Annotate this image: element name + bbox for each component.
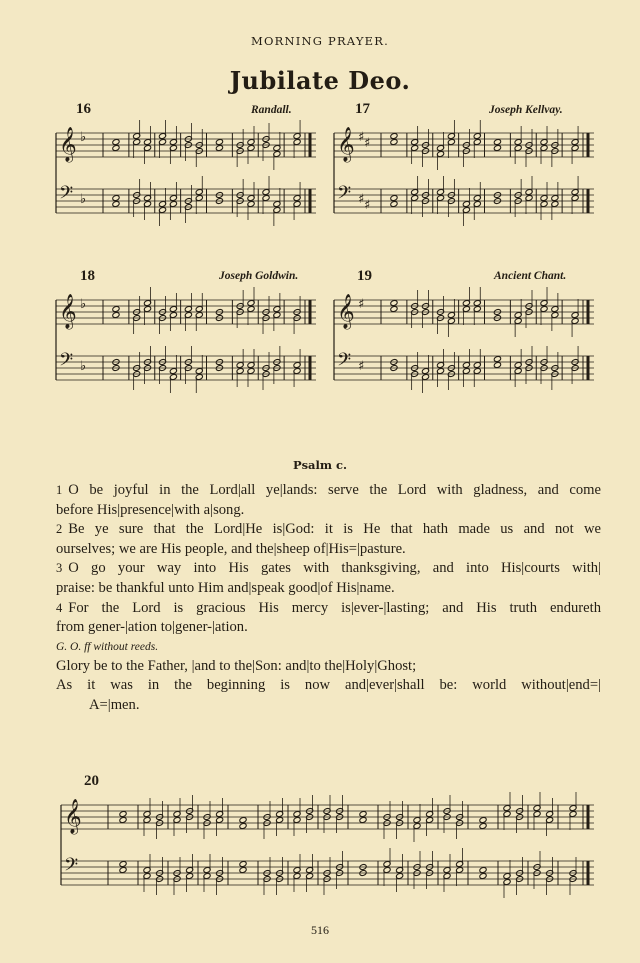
note-head: [390, 195, 398, 202]
treble-clef-icon: 𝄞: [64, 799, 82, 834]
treble-clef-icon: 𝄞: [59, 294, 77, 329]
note-head: [119, 861, 127, 868]
treble-clef-icon: 𝄞: [337, 294, 355, 329]
sharp-sign-icon: ♯: [358, 192, 365, 207]
verse-number: 2: [56, 522, 63, 537]
note-head: [239, 867, 247, 874]
sharp-sign-icon: ♯: [358, 297, 365, 312]
note-head: [390, 306, 398, 313]
note-head: [239, 861, 247, 868]
tune-composer: Joseph Kellvay.: [489, 104, 563, 116]
verse-line: before His|presence|with a|song.: [56, 501, 245, 518]
treble-clef-icon: 𝄞: [59, 127, 77, 162]
note-head: [119, 817, 127, 824]
sharp-sign-icon: ♯: [364, 198, 371, 213]
page-number: 516: [311, 923, 329, 937]
note-head: [479, 817, 487, 824]
music-score: [55, 123, 320, 248]
flat-sign-icon: ♭: [80, 297, 87, 312]
tune-number: 19: [357, 268, 372, 284]
verse-line: ourselves; we are His people, and the|sheep of|His=|pasture.: [56, 540, 406, 557]
verse-number: 1: [56, 483, 63, 497]
bass-clef-icon: 𝄢: [59, 350, 74, 375]
note-head: [215, 139, 223, 146]
verse-line: 3 O go your way into His gates with thanksgiving, and into His|courts with|: [56, 560, 601, 577]
verse-line: praise: be thankful unto Him and|speak good|of His|name.: [56, 579, 395, 596]
tune-number: 16: [76, 101, 91, 117]
verse-line: 2 Be ye sure that the Lord|He is|God: it is He that hath made us and not we: [56, 521, 601, 538]
verse: [56, 559, 601, 598]
note-head: [239, 817, 247, 824]
note-head: [493, 362, 501, 369]
music-score: [55, 290, 320, 410]
note-head: [479, 867, 487, 874]
note-head: [479, 823, 487, 830]
note-head: [112, 312, 120, 319]
note-head: [112, 145, 120, 152]
tune-composer: Ancient Chant.: [494, 270, 567, 282]
flat-sign-icon: ♭: [80, 192, 87, 207]
note-head: [359, 817, 367, 824]
verse: [56, 599, 601, 638]
sharp-sign-icon: ♯: [364, 136, 371, 151]
sharp-sign-icon: ♯: [358, 130, 365, 145]
tune-number: 20: [84, 773, 99, 789]
page-title: Jubilate Deo.: [229, 66, 411, 95]
organ-direction: G. O. ff without reeds.: [56, 640, 159, 653]
note-head: [239, 823, 247, 830]
flat-sign-icon: ♭: [80, 359, 87, 374]
note-head: [359, 811, 367, 818]
psalm-text: [56, 481, 601, 716]
verse-line: 1 O be joyful in the Lord|all ye|lands: serve the Lord with gladness, and come: [56, 482, 601, 498]
note-head: [479, 873, 487, 880]
bass-clef-icon: 𝄢: [59, 183, 74, 208]
tune-number: 18: [80, 268, 95, 284]
treble-clef-icon: 𝄞: [337, 127, 355, 162]
note-head: [493, 139, 501, 146]
music-score: [333, 123, 598, 248]
verse: [56, 520, 601, 559]
note-head: [112, 195, 120, 202]
note-head: [390, 133, 398, 140]
verse-number: 4: [56, 600, 63, 615]
music-score: [60, 795, 598, 920]
note-head: [390, 300, 398, 307]
verse: [56, 481, 601, 520]
note-head: [390, 139, 398, 146]
psalm-heading: Psalm c.: [292, 458, 348, 472]
bass-clef-icon: 𝄢: [64, 855, 79, 880]
tune-composer: Randall.: [251, 104, 292, 116]
note-head: [493, 356, 501, 363]
note-head: [493, 145, 501, 152]
gloria-line: A=|men.: [89, 696, 140, 713]
note-head: [119, 811, 127, 818]
bass-clef-icon: 𝄢: [337, 183, 352, 208]
note-head: [390, 201, 398, 208]
gloria-line: Glory be to the Father, |and to the|Son: and|to the|Holy|Ghost;: [56, 657, 417, 674]
note-head: [112, 306, 120, 313]
music-score: [333, 290, 598, 410]
note-head: [119, 867, 127, 874]
running-head: MORNING PRAYER.: [251, 34, 389, 48]
tune-number: 17: [355, 101, 370, 117]
gloria-line: As it was in the beginning is now and|ever|shall be: world without|end=|: [56, 677, 601, 694]
sharp-sign-icon: ♯: [358, 359, 365, 374]
tune-composer: Joseph Goldwin.: [219, 270, 299, 282]
note-head: [215, 145, 223, 152]
verse-line: 4 For the Lord is gracious His mercy is|ever-|lasting; and His truth endureth: [56, 599, 601, 616]
note-head: [112, 139, 120, 146]
note-head: [112, 201, 120, 208]
bass-clef-icon: 𝄢: [337, 350, 352, 375]
flat-sign-icon: ♭: [80, 130, 87, 145]
verse-number: 3: [56, 561, 63, 576]
verse-line: from gener-|ation to|gener-|ation.: [56, 619, 248, 636]
